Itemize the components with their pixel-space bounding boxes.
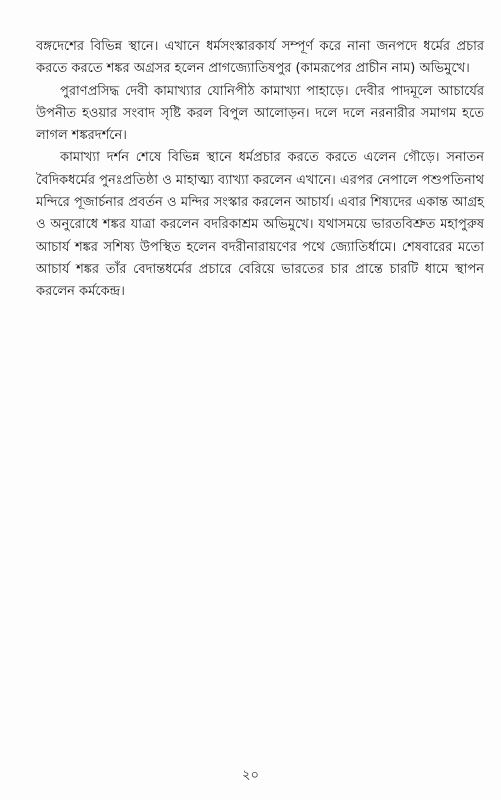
- paragraph-3: কামাখ্যা দর্শন শেষে বিভিন্ন স্থানে ধর্মপ্রচার করতে করতে এলেন গৌড়ে। সনাতন বৈদিকধর্মের পুনঃপ্রতিষ্ঠা ও মাহাত্ম্য ব্যাখ্যা করলেন এখানে। এরপর নেপালে পশুপতিনাথ মন্দিরে পূজার্চনার প্রবর্তন ও মন্দির সংস্কার করলেন আচার্য। এবার শিষ্যদের একান্ত আগ্রহ ও অনুরোধে শঙ্কর যাত্রা করলেন বদরিকাশ্রম অভিমুখে। যথাসময়ে ভারতবিশ্রুত মহাপুরুষ আচার্য শঙ্কর সশিষ্য উপস্থিত হলেন বদরীনারায়ণের পথে জ্যোতির্ধামে। শেষবারের মতো আচার্য শঙ্কর তাঁর বেদান্তধর্মের প্রচারে বেরিয়ে ভারতের চার প্রান্তে চারটি ধামে স্থাপন করলেন কর্মকেন্দ্র।: [36, 150, 485, 300]
- paragraph-2: পুরাণপ্রসিদ্ধ দেবী কামাখ্যার যোনিপীঠ কামাখ্যা পাহাড়ে। দেবীর পাদমূলে আচার্যের উপনীত হওয়ার সংবাদ সৃষ্টি করল বিপুল আলোড়ন। দলে দলে নরনারীর সমাগম হতে লাগল শঙ্করদর্শনে।: [36, 83, 484, 144]
- body-text: [36, 36, 484, 304]
- paragraph-1: বঙ্গদেশের বিভিন্ন স্থানে। এখানে ধর্মসংস্কারকার্য সম্পূর্ণ করে নানা জনপদে ধর্মের প্রচার করতে করতে শঙ্কর অগ্রসর হলেন প্রাগজ্যোতিষপুর (কামরূপের প্রাচীন নাম) অভিমুখে।: [36, 39, 484, 77]
- page-number: ২০: [242, 768, 259, 783]
